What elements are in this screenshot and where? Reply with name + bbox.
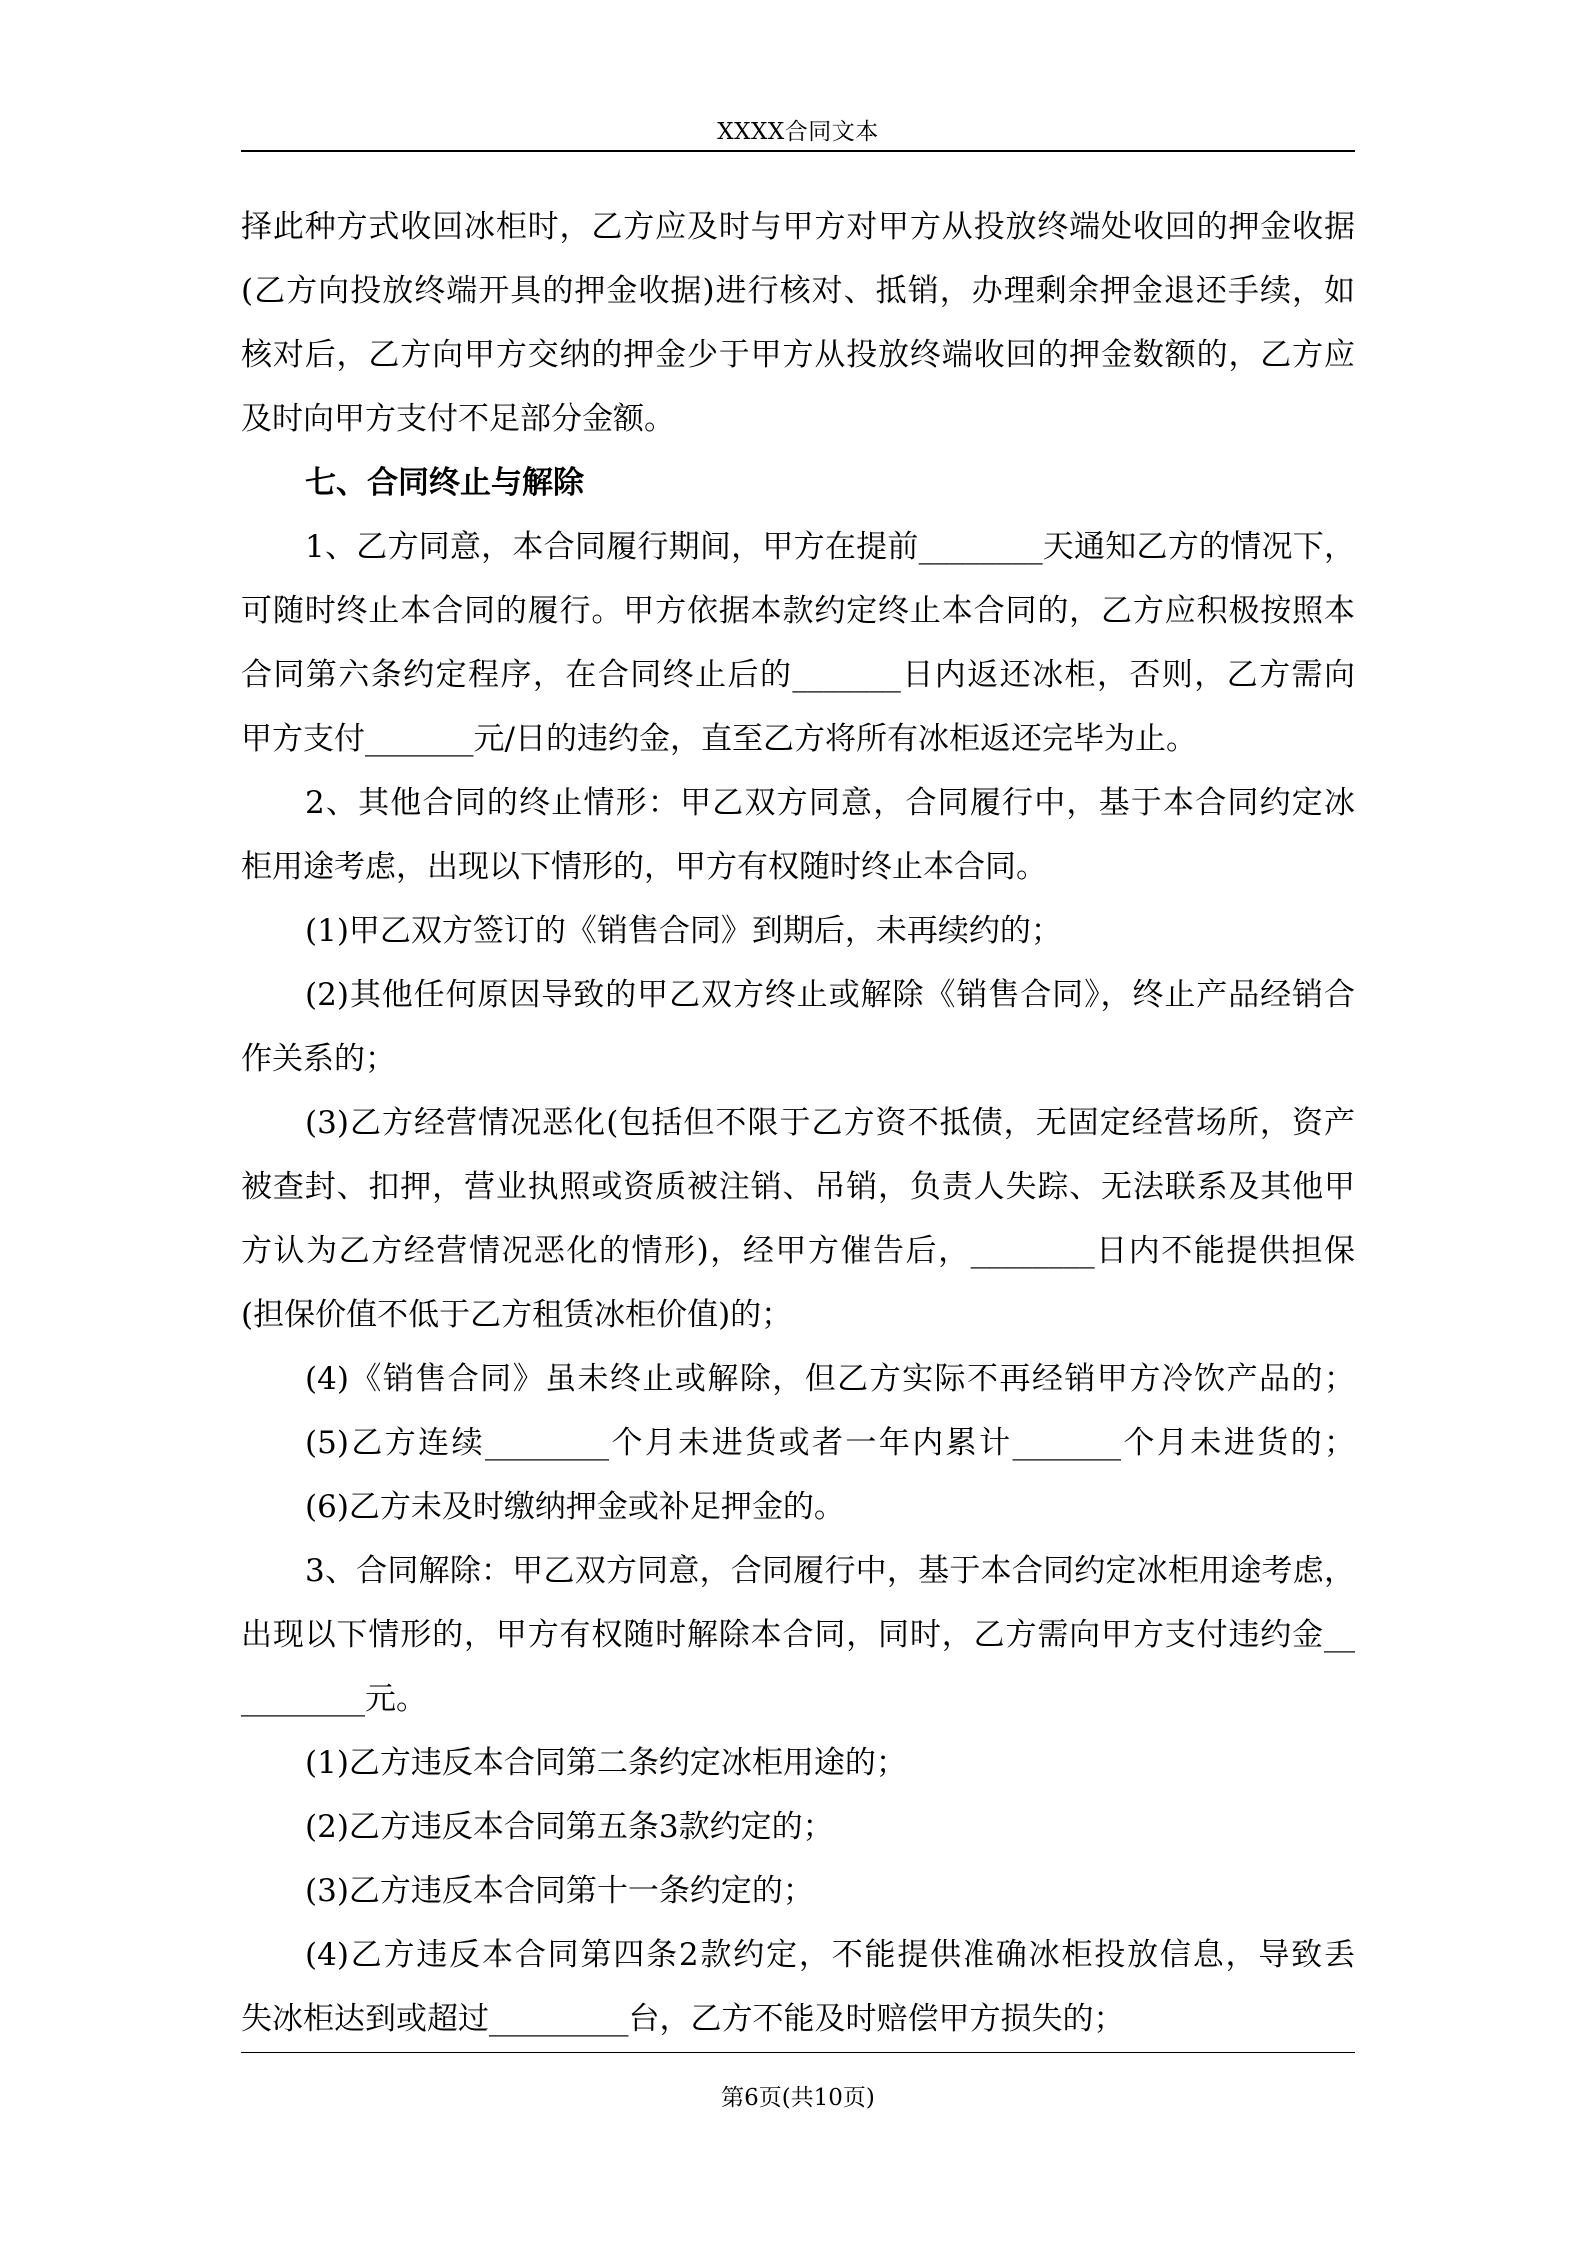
text-line: 方认为乙方经营情况恶化的情形)，经甲方催告后，________日内不能提供担保 bbox=[241, 1233, 1355, 1269]
text-line: (乙方向投放终端开具的押金收据)进行核对、抵销，办理剩余押金退还手续，如 bbox=[241, 273, 1355, 309]
header-divider bbox=[241, 150, 1355, 152]
document-body bbox=[241, 195, 1355, 2051]
text-line: 失冰柜达到或超过_________台，乙方不能及时赔偿甲方损失的； bbox=[241, 2001, 1125, 2037]
text-line: (4)乙方违反本合同第四条2款约定，不能提供准确冰柜投放信息，导致丢 bbox=[305, 1937, 1355, 1973]
text-line: 1、乙方同意，本合同履行期间，甲方在提前________天通知乙方的情况下， bbox=[305, 529, 1355, 565]
footer-divider bbox=[241, 2052, 1355, 2053]
text-line: (担保价值不低于乙方租赁冰柜价值)的； bbox=[241, 1297, 793, 1333]
text-line: (4)《销售合同》虽未终止或解除，但乙方实际不再经销甲方冷饮产品的； bbox=[305, 1361, 1355, 1397]
text-line: (5)乙方连续________个月未进货或者一年内累计_______个月未进货的； bbox=[305, 1425, 1355, 1461]
text-line: 出现以下情形的，甲方有权随时解除本合同，同时，乙方需向甲方支付违约金__ bbox=[241, 1617, 1355, 1653]
text-line: 可随时终止本合同的履行。甲方依据本款约定终止本合同的，乙方应积极按照本 bbox=[241, 593, 1355, 629]
text-line: 3、合同解除：甲乙双方同意，合同履行中，基于本合同约定冰柜用途考虑， bbox=[305, 1553, 1355, 1589]
text-line: 核对后，乙方向甲方交纳的押金少于甲方从投放终端收回的押金数额的，乙方应 bbox=[241, 337, 1355, 373]
text-line: 被查封、扣押，营业执照或资质被注销、吊销，负责人失踪、无法联系及其他甲 bbox=[241, 1169, 1355, 1205]
page-number: 第6页(共10页) bbox=[721, 2085, 875, 2111]
text-line: 择此种方式收回冰柜时，乙方应及时与甲方对甲方从投放终端处收回的押金收据 bbox=[241, 209, 1355, 245]
text-line: 甲方支付_______元/日的违约金，直至乙方将所有冰柜返还完毕为止。 bbox=[241, 721, 1197, 757]
text-line: ________元。 bbox=[241, 1681, 427, 1717]
text-line: 及时向甲方支付不足部分金额。 bbox=[241, 401, 675, 437]
text-line: (3)乙方经营情况恶化(包括但不限于乙方资不抵债，无固定经营场所，资产 bbox=[305, 1105, 1355, 1141]
text-line: 合同第六条约定程序，在合同终止后的_______日内返还冰柜，否则，乙方需向 bbox=[241, 657, 1355, 693]
page-header-title: XXXX合同文本 bbox=[717, 119, 879, 145]
section-heading: 七、合同终止与解除 bbox=[305, 465, 584, 501]
text-line: (6)乙方未及时缴纳押金或补足押金的。 bbox=[305, 1489, 845, 1525]
text-line: 作关系的； bbox=[241, 1041, 396, 1077]
text-line: (1)乙方违反本合同第二条约定冰柜用途的； bbox=[305, 1745, 907, 1781]
text-line: 柜用途考虑，出现以下情形的，甲方有权随时终止本合同。 bbox=[241, 849, 1047, 885]
text-line: (1)甲乙双方签订的《销售合同》到期后，未再续约的； bbox=[305, 913, 1062, 949]
text-line: (2)其他任何原因导致的甲乙双方终止或解除《销售合同》，终止产品经销合 bbox=[305, 977, 1355, 1013]
text-line: (3)乙方违反本合同第十一条约定的； bbox=[305, 1873, 814, 1909]
text-line: (2)乙方违反本合同第五条3款约定的； bbox=[305, 1809, 834, 1845]
text-line: 2、其他合同的终止情形：甲乙双方同意，合同履行中，基于本合同约定冰 bbox=[305, 785, 1355, 821]
